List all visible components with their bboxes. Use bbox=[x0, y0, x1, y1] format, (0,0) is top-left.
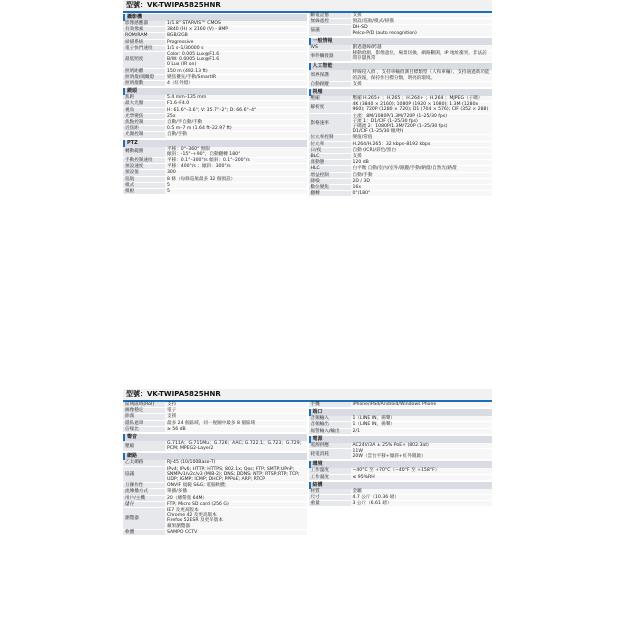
spec-key: 音頻輸入 bbox=[309, 416, 351, 421]
spec-value: 1（LINE IN，揚聲） bbox=[351, 422, 493, 427]
spec-key: 軟體 bbox=[123, 530, 165, 535]
spec-value: 4.7 公斤（10.36 磅） bbox=[351, 495, 493, 500]
spec-key: 光圈控制 bbox=[123, 132, 165, 137]
section-title: 聲音 bbox=[123, 434, 307, 441]
spec-value: 單播/多播 bbox=[165, 489, 307, 494]
spec-key: 預設值 bbox=[123, 170, 165, 175]
spec-key: 增益控制 bbox=[309, 173, 351, 178]
spec-value: ≤ 95%RH bbox=[351, 475, 493, 480]
section-title: 結構 bbox=[309, 482, 493, 489]
spec-key: 照明距離 bbox=[123, 69, 165, 74]
spec-key: 工作濕度 bbox=[309, 475, 351, 480]
spec-value: 1（LINE IN，揚聲） bbox=[351, 416, 493, 421]
spec-key: 有效像素 bbox=[123, 27, 165, 32]
spec-value: 平移：0.1°–300°/s 傾斜：0.1°–200°/s bbox=[165, 158, 307, 163]
spec-key: 乙太網路 bbox=[123, 460, 165, 465]
spec-value: 自動/半自動/手動 bbox=[165, 120, 307, 125]
spec-value: 11W 20W（雲台平移+傾斜+紅外開啟） bbox=[351, 449, 493, 459]
spec-row bbox=[309, 402, 493, 408]
spec-key: 無線遙控 bbox=[309, 19, 351, 24]
spec-value: 4（紅外燈） bbox=[165, 81, 307, 86]
spec-key: 除霧 bbox=[123, 414, 165, 419]
spec-value: 自動 (ICR)/彩色/黑白 bbox=[351, 148, 493, 153]
spec-value: 2D / 3D bbox=[351, 179, 493, 184]
spec-key: 近焦距 bbox=[123, 126, 165, 131]
spec-key: 手動控制速度 bbox=[123, 158, 165, 163]
spec-row bbox=[123, 441, 307, 452]
spec-value: 5.4 mm–135 mm bbox=[165, 95, 307, 100]
spec-value: H.264/H.265：32 kbps–8192 kbps bbox=[351, 142, 493, 147]
spec-value: ONVIF 規範 S&G; 電腦軟體； bbox=[165, 483, 307, 488]
spec-value: 4K (3840 × 2160); 1080P (1920 × 1080); 1.3M (1280x 960); 720P (1280 × 720); D1 (704 × 576); CIF (352 × 288) bbox=[351, 102, 493, 112]
spec-value: 1/1.8" STARVIS™ CMOS bbox=[165, 21, 307, 26]
spec-key: 壓縮 bbox=[123, 441, 165, 451]
spec-key: 音頻輸出 bbox=[309, 422, 351, 427]
spec-row bbox=[123, 81, 307, 87]
spec-value: 劃過邊線/跨越 bbox=[351, 45, 493, 50]
spec-key: 位元率控制 bbox=[309, 135, 351, 140]
spec-value: 120 dB bbox=[351, 160, 493, 165]
spec-key: 電源供應 bbox=[309, 443, 351, 448]
spec-key: 圖像穩定 bbox=[123, 408, 165, 413]
spec-value: G.711A；G.711Mu；G.726；AAC; G.722.1；G.723；G.729；PCM; MPEG2-Layer2 bbox=[165, 441, 307, 451]
section-title: 鏡頭 bbox=[123, 88, 307, 95]
spec-key: 模式 bbox=[123, 183, 165, 188]
spec-value: 預設/巡航/模式/掃描 bbox=[351, 19, 493, 24]
section-title: 一般情報 bbox=[309, 38, 493, 45]
spec-key: 照明燈/開關燈 bbox=[123, 75, 165, 80]
spec-row bbox=[309, 449, 493, 460]
spec-value: SAMPO CCTV bbox=[165, 530, 307, 535]
spec-value: 變焦優先/手動/SmartIR bbox=[165, 75, 307, 80]
spec-key: 影像感應器 bbox=[123, 21, 165, 26]
spec-column-right bbox=[309, 402, 493, 536]
spec-key: 互操作性 bbox=[123, 483, 165, 488]
spec-row bbox=[309, 475, 493, 481]
spec-value: 變值/常值 bbox=[351, 135, 493, 140]
spec-key: 焦距 bbox=[123, 95, 165, 100]
spec-key: 翻轉 bbox=[309, 191, 351, 196]
spec-row bbox=[123, 508, 307, 530]
spec-row bbox=[123, 467, 307, 484]
spec-key: 區域區域(RoI) bbox=[123, 402, 165, 407]
spec-key: 寬動態 bbox=[309, 160, 351, 165]
spec-row bbox=[309, 82, 493, 88]
spec-value: −40°C 至 +70°C（−40°F 至 +158°F） bbox=[351, 468, 493, 473]
spec-value: 5 bbox=[165, 189, 307, 194]
spec-value: FTP; Micro SD card (256 G) bbox=[165, 502, 307, 507]
spec-value: 1/1 s–1/30000 s bbox=[165, 46, 307, 51]
spec-value: 8 條（每條巡航最多 32 個預設） bbox=[165, 177, 307, 182]
spec-key: 預設速度 bbox=[123, 164, 165, 169]
spec-value: 支援 bbox=[351, 82, 493, 87]
spec-row bbox=[123, 52, 307, 69]
spec-value: IPv4; IPv6; HTTP; HTTPS; 802.1x; Qos; FTP; SMTP;UPnP; SNMPv1/v2c/v3 (MIB-2); DNS; DDNS; NTP; RTSP;RTP; TCP; UDP; IGMP; ICMP; DHCP; PPPoE; ARP; RTCP bbox=[165, 467, 307, 483]
spec-row bbox=[309, 429, 493, 435]
spec-value: 絆線侵入偵 ，支持車輛偵測目標類型（人和車輛），支持通過新功能的誤報，保持作目標分類，明亮的環境。 bbox=[351, 70, 493, 80]
spec-value: 支援 bbox=[165, 414, 307, 419]
spec-value: 白平衡 自動/室內/室外/跟蹤/手動/鈉燈/自然光/路燈 bbox=[351, 166, 493, 171]
model-header: 型號：VK-TWIPA5825HNR bbox=[123, 0, 492, 13]
spec-value: 300 bbox=[165, 170, 307, 175]
spec-column-left bbox=[123, 13, 307, 197]
model-header: 型號：VK-TWIPA5825HNR bbox=[123, 389, 492, 402]
spec-value: 主流：8M/1080P/1.3M/720P (1–25/30 fps) 子流 1：D1/CIF (1–25/30 fps) 子碼流 2：1080P/1.3M/720P (1–25/30 fps) D1/CIF (1–25/30 幀/秒) bbox=[351, 114, 493, 135]
spec-row bbox=[123, 132, 307, 138]
section-title: 視頻 bbox=[309, 89, 493, 96]
spec-key: 材質 bbox=[309, 489, 351, 494]
spec-value: H: 61.6°–3.6°; V: 35.7°–2°; D: 66.6°–4° bbox=[165, 108, 307, 113]
section-title: 電源 bbox=[309, 436, 493, 443]
spec-key: 手機 bbox=[309, 402, 351, 407]
spec-key: 最大光圈 bbox=[123, 101, 165, 106]
spec-key: 降噪 bbox=[309, 179, 351, 184]
spec-key: 數位變焦 bbox=[309, 185, 351, 190]
spec-value: 自動/手動 bbox=[351, 173, 493, 178]
spec-row bbox=[309, 70, 493, 81]
spec-value: 自動/手動 bbox=[165, 132, 307, 137]
spec-key: 最低照度 bbox=[123, 52, 165, 68]
spec-value: 金屬 bbox=[351, 489, 493, 494]
spec-key: 報警輸入/輸出 bbox=[309, 429, 351, 434]
spec-key: 光學變焦 bbox=[123, 114, 165, 119]
spec-value: 5 bbox=[165, 183, 307, 188]
spec-key: IVS bbox=[309, 45, 351, 50]
spec-key: 焦點控制 bbox=[123, 120, 165, 125]
spec-value: IE7 及更高版本 Chrome 42 及更高版本 Firefox 52ESR 及更早版本 蘋果瀏覽器 bbox=[165, 508, 307, 529]
spec-value: 25x bbox=[165, 114, 307, 119]
spec-key: 解析度 bbox=[309, 102, 351, 112]
spec-value: 壓縮 H.265+ ；H.265 ；H.264+ ；H.264 ；MJPEG（子碼） bbox=[351, 96, 493, 101]
spec-table-top bbox=[123, 0, 492, 197]
spec-key: 電子快門速度 bbox=[123, 46, 165, 51]
spec-key: 瀏覽器 bbox=[123, 508, 165, 529]
spec-value: RJ-45 (10/100Base-T) bbox=[165, 460, 307, 465]
spec-key: 照明燈數 bbox=[123, 81, 165, 86]
spec-value: ≥ 56 dB bbox=[165, 427, 307, 432]
spec-value: AC24V/3A ± 25% PoE+ (802.3at) bbox=[351, 443, 493, 448]
spec-row bbox=[309, 51, 493, 62]
spec-row bbox=[123, 530, 307, 536]
section-title: 人工智能 bbox=[309, 63, 493, 70]
spec-key: 耗電消耗 bbox=[309, 449, 351, 459]
spec-value: Progressive bbox=[165, 40, 307, 45]
spec-key: 影格速率 bbox=[309, 114, 351, 135]
spec-key: 儲存 bbox=[123, 502, 165, 507]
spec-row bbox=[309, 191, 493, 197]
spec-value: 3 公斤（6.61 磅） bbox=[351, 501, 493, 506]
spec-key: 工作溫度 bbox=[309, 468, 351, 473]
section-title: 環境 bbox=[309, 461, 493, 468]
spec-key: 周界保護 bbox=[309, 70, 351, 80]
spec-value: 20（總帶寬 64M） bbox=[165, 496, 307, 501]
spec-key: 模板 bbox=[123, 189, 165, 194]
spec-value: 0.5 m–7 m (1.64 ft–22.97 ft) bbox=[165, 126, 307, 131]
spec-value: 2/1 bbox=[351, 429, 493, 434]
spec-value: DH-SD Pelco-P/D (auto recognition) bbox=[351, 25, 493, 35]
spec-column-right bbox=[309, 13, 493, 197]
spec-key: 信噪比 bbox=[123, 427, 165, 432]
spec-key: 日/夜 bbox=[309, 148, 351, 153]
spec-value: iPhone/iPad/Android/Windows Phone bbox=[351, 402, 493, 407]
spec-value: 150 m (492.13 ft) bbox=[165, 69, 307, 74]
spec-value: 3840 (H) × 2160 (V) - 8MP bbox=[165, 27, 307, 32]
section-title: 攝影機 bbox=[123, 14, 307, 21]
spec-key: 流傳播方式 bbox=[123, 489, 165, 494]
spec-value: 平移：400°/s ；傾斜：300°/s bbox=[165, 164, 307, 169]
spec-row bbox=[123, 147, 307, 158]
spec-key: 自動跟蹤 bbox=[309, 82, 351, 87]
spec-key: HLC bbox=[309, 166, 351, 171]
spec-value: 支援 bbox=[351, 13, 493, 18]
spec-value: F1.6–F4.0 bbox=[165, 101, 307, 106]
spec-value: 最多 24 個區域，同一視圖中最多 8 個區域 bbox=[165, 421, 307, 426]
section-title: 網路 bbox=[123, 453, 307, 460]
spec-key: 轉動範圍 bbox=[123, 147, 165, 157]
spec-row bbox=[309, 501, 493, 507]
spec-key: 位元率 bbox=[309, 142, 351, 147]
spec-value: 支援 bbox=[351, 154, 493, 159]
spec-value: 16x bbox=[351, 185, 493, 190]
spec-key: 協議 bbox=[309, 25, 351, 35]
spec-key: 協議 bbox=[123, 467, 165, 483]
spec-row bbox=[309, 25, 493, 36]
spec-table-bottom bbox=[123, 389, 492, 536]
spec-key: ROM/RAM bbox=[123, 33, 165, 38]
spec-key: 用戶/主機 bbox=[123, 496, 165, 501]
spec-row bbox=[309, 114, 493, 136]
spec-row bbox=[309, 102, 493, 113]
spec-value: 電子 bbox=[165, 408, 307, 413]
spec-key: 斷電記憶 bbox=[309, 13, 351, 18]
spec-row bbox=[123, 427, 307, 433]
spec-row bbox=[123, 189, 307, 195]
spec-value: 8GB/2GB bbox=[165, 33, 307, 38]
section-title: PTZ bbox=[123, 140, 307, 147]
spec-value: 平移：0°–360° 無限 傾斜：-15°–+90°，自動翻轉 180° bbox=[165, 147, 307, 157]
spec-key: 重量 bbox=[309, 501, 351, 506]
spec-value: 0°/180° bbox=[351, 191, 493, 196]
spec-key: 尺寸 bbox=[309, 495, 351, 500]
spec-column-left bbox=[123, 402, 307, 536]
spec-key: 掃描系統 bbox=[123, 40, 165, 45]
spec-key: 壓縮 bbox=[309, 96, 351, 101]
spec-key: 視角 bbox=[123, 108, 165, 113]
spec-key: 事件觸發器 bbox=[309, 51, 351, 61]
spec-key: 隱私遮罩 bbox=[123, 421, 165, 426]
spec-value: 支持 bbox=[165, 402, 307, 407]
section-title: 端口 bbox=[309, 409, 493, 416]
spec-key: BLC bbox=[309, 154, 351, 159]
spec-value: Color: 0.005 Lux@F1.6 B/W: 0.0005 Lux@F1.6 0 Lux (IR on) bbox=[165, 52, 307, 68]
spec-value: 移動偵測，影像遮位，場景切換，網路斷開，IP 地址衝突，非法訪問存儲異常 bbox=[351, 51, 493, 61]
spec-key: 巡航 bbox=[123, 177, 165, 182]
